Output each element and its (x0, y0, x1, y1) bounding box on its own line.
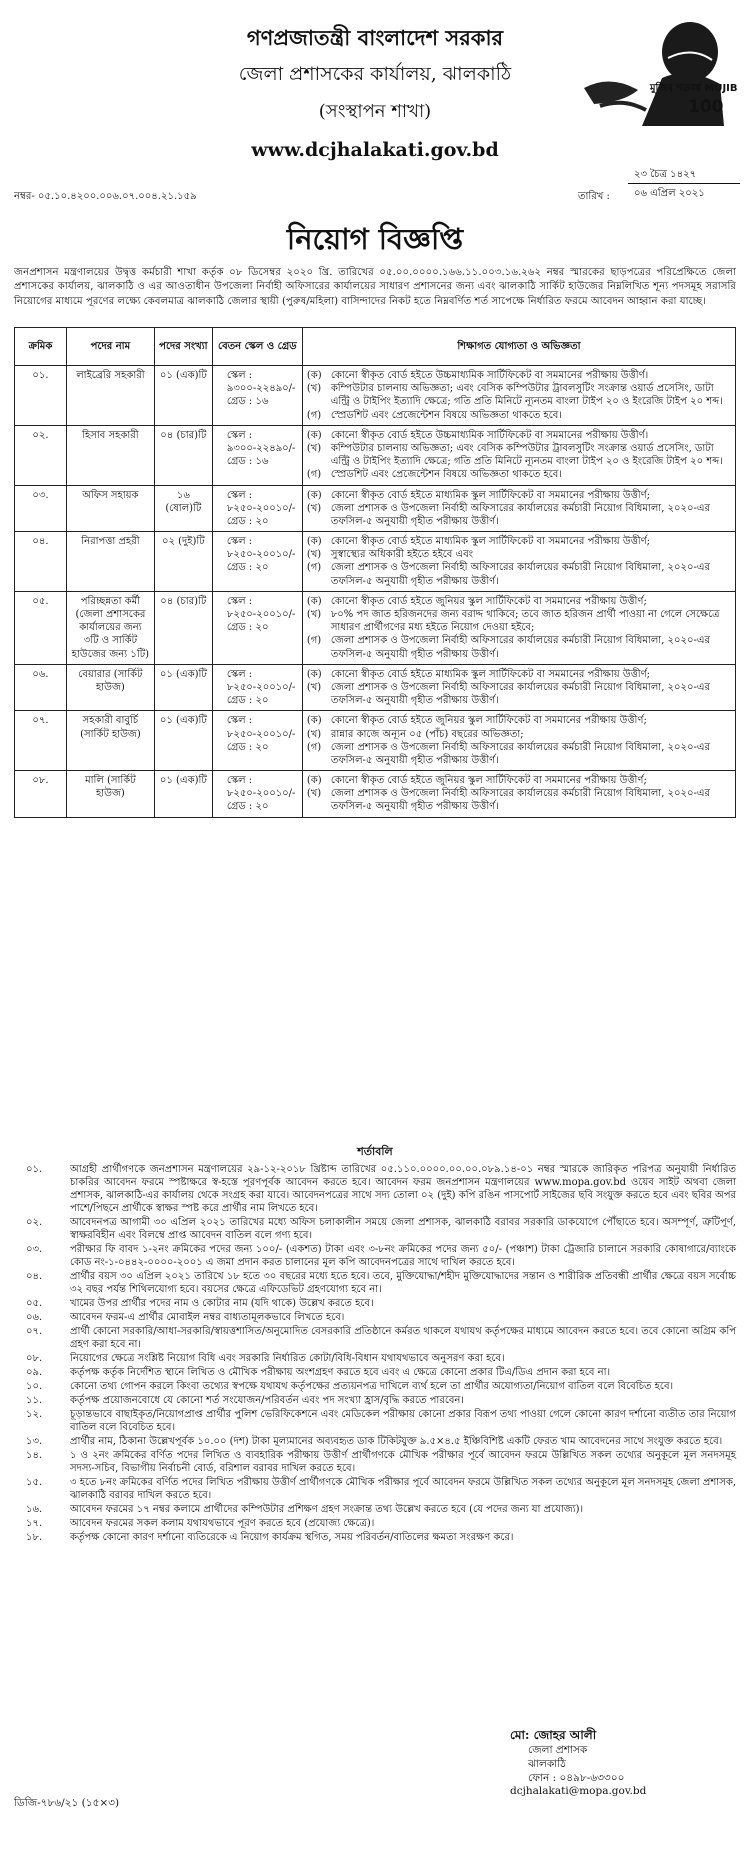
qualification-key: (খ) (306, 788, 322, 800)
condition-text: আবেদনপত্র আগামী ৩০ এপ্রিল ২০২১ তারিখের মধ্যে অফিস চলাকালীন সময়ে জেলা প্রশাসক, ঝালকাঠি বরাবর সরকারি ডাকযোগে পৌঁছাতে হবে। অসম্পূর্ণ, ত্রুটিপূর্ণ, স্বাক্ষরবিহীন এবং বিলম্বে প্রাপ্ত আবেদন বাতিল বলে গণ্য হবে। (70, 1217, 736, 1241)
row-grade: গ্রেড : ২০ (226, 695, 269, 707)
condition-item (14, 1476, 736, 1502)
condition-text: ১ ও ২নং ক্রমিকের বর্ণিত পদের লিখিত ও ব্যবহারিক পরীক্ষায় উত্তীর্ণ প্রার্থীগণকে মৌখিক পরীক্ষার পূর্বে আবেদন ফরমে উল্লিখিত সকল তথ্যের অনুকূলে মূল সনদসমূহ সদস্য-সচিব, বিভাগীয় নির্বাচনী বোর্ড, বরিশাল বরাবর দাখিল করতে হবে। (70, 1450, 736, 1474)
row-count: ১৬ (ষোল)টি (154, 485, 212, 532)
header-pay: বেতন স্কেল ও গ্রেড (212, 328, 302, 366)
row-pay-scale: স্কেল : ৮২৫০-২০০১০/- (226, 775, 296, 800)
row-pay (212, 425, 302, 485)
row-pay (212, 366, 302, 426)
row-pay-scale: স্কেল : ৮২৫০-২০০১০/- (226, 595, 296, 620)
row-pay (212, 711, 302, 771)
row-serial: ০৪. (15, 532, 67, 592)
condition-text: আগ্রহী প্রার্থীগণকে জনপ্রশাসন মন্ত্রণালয়ের ২৯-১২-২০১৮ খ্রিষ্টাব্দ তারিখের ০৫.১১০.০০০০.০০.০০.০৮৯.১৪-০১ নম্বর স্মারকে জারিকৃত পরিপত্র অনুযায়ী নির্ধারিত চাকরির আবেদন ফরমে স্পষ্টাক্ষরে স্ব-হস্তে পূরণপূর্বক আবেদন করতে হবে। আবেদন ফরম জনপ্রশাসন মন্ত্রণালয়ের www.mopa.gov.bd ওয়েব সাইট অথবা জেলা প্রশাসক, ঝালকাঠি-এর কার্যালয় থেকে সংগ্রহ করা যাবে। আবেদনপত্রের সাথে সদ্য তোলা ০২ (দুই) কপি রঙিন পাসপোর্ট সাইজের ছবি সংযুক্ত করতে হবে এবং ছবির অপর পাশে/পিছনে প্রার্থীকে স্বাক্ষর স্পষ্ট করে প্রার্থীর নাম লিখতে হবে। (70, 1164, 736, 1214)
qualification-item (307, 409, 731, 422)
qualification-key: (খ) (306, 728, 322, 740)
qualification-item (307, 535, 731, 548)
government-name: গণপ্রজাতন্ত্রী বাংলাদেশ সরকার (246, 25, 504, 50)
qualification-key: (গ) (306, 562, 322, 574)
qualification-key: (ক) (306, 595, 322, 607)
qualification-key: (খ) (306, 442, 322, 454)
qualification-key: (ক) (306, 668, 322, 680)
qualification-text: সুস্বাস্থ্যের অধিকারী হইতে হইবে এবং (330, 549, 474, 561)
qualification-text: কোনো স্বীকৃত বোর্ড হইতে উচ্চমাধ্যমিক সার্টিফিকেট বা সমমানের পরীক্ষায় উত্তীর্ণ। (330, 429, 649, 441)
row-count: ০১ (এক)টি (154, 771, 212, 818)
row-serial: ০৫. (15, 591, 67, 664)
qualification-text: কোনো স্বীকৃত বোর্ড হইতে উচ্চমাধ্যমিক সার্টিফিকেট বা সমমানের পরীক্ষায় উত্তীর্ণ। (330, 370, 649, 381)
condition-text: ৩ হতে ৮নং ক্রমিকের বর্ণিত পদের লিখিত পরীক্ষায় উত্তীর্ণ প্রার্থীগণকে মৌখিক পরীক্ষার পূর্বে আবেদন ফরমে উল্লিখিত সকল তথ্যের অনুকূলে মূল সনদসমূহ জেলা প্রশাসক, ঝালকাঠি বরাবর দাখিল করতে হবে। (70, 1477, 736, 1501)
row-qualifications (302, 532, 735, 592)
condition-item (14, 1503, 736, 1516)
row-post: হিসাব সহকারী (66, 425, 154, 485)
table-row (15, 425, 736, 485)
condition-text: প্রার্থীর বয়স ৩০ এপ্রিল ২০২১ তারিখে ১৮ হতে ৩০ বছরের মধ্যে হতে হবে। তবে, মুক্তিযোদ্ধা/শহীদ মুক্তিযোদ্ধাদের সন্তান ও শারীরিক প্রতিবন্ধী প্রার্থীর ক্ষেত্রে বয়স সর্বোচ্চ ৩২ বছর পর্যন্ত শিথিলযোগ্য হবে। বয়সের ক্ষেত্রে এফিডেভিট গ্রহণযোগ্য হবে না। (70, 1271, 736, 1295)
condition-text: আবেদন ফরম-এ প্রার্থীর মোবাইল নম্বর বাধ্যতামূলকভাবে লিখতে হবে। (70, 1312, 345, 1323)
qualification-text: কোনো স্বীকৃত বোর্ড হইতে জুনিয়র স্কুল সার্টিফিকেট বা সমমানের পরীক্ষায় উত্তীর্ণ; (330, 715, 647, 727)
row-grade: গ্রেড : ২০ (226, 515, 269, 527)
signature-block (510, 1728, 730, 1799)
signatory-email[interactable]: dcjhalakati@mopa.gov.bd (510, 1785, 647, 1798)
row-pay (212, 485, 302, 532)
condition-text: প্রার্থী কোনো সরকারি/আধা-সরকারি/স্বায়ত্তশাসিত/অনুমোদিত বেসরকারি প্রতিষ্ঠানে কর্মরত থাকলে যথাযথ কর্তৃপক্ষের মাধ্যমে আবেদন করতে হবে। তবে কোনো অগ্রিম কপি গ্রহণ করা হবে না। (70, 1326, 736, 1350)
condition-text: আবেদন ফরমের ১৭ নম্বর কলামে প্রার্থীদের কম্পিউটার প্রশিক্ষণ গ্রহণ সংক্রান্ত তথ্য উল্লেখ করতে হবে (যে পদের জন্য যা প্রযোজ্য)। (70, 1504, 584, 1515)
row-post: পরিচ্ছন্নতা কর্মী (জেলা প্রশাসকের কার্যালয়ের জন্য ৩টি ও সার্কিট হাউজের জন্য ১টি) (66, 591, 154, 664)
row-pay-scale: স্কেল : ৮২৫০-২০০১০/- (226, 536, 296, 561)
condition-number: ০৬. (26, 1312, 43, 1323)
row-count: ০২ (দুই)টি (154, 532, 212, 592)
conditions-list (14, 1163, 736, 1545)
row-grade: গ্রেড : ১৬ (226, 396, 269, 408)
row-qualifications (302, 591, 735, 664)
qualification-key: (গ) (306, 409, 322, 421)
letterhead (0, 0, 750, 180)
date-english: ০৬ এপ্রিল ২০২১ (634, 188, 705, 200)
qualification-key: (ক) (306, 715, 322, 727)
signatory-phone: ফোন : ০৪৯৮-৬৩৩০০ (528, 1771, 625, 1784)
row-serial: ০৩. (15, 485, 67, 532)
qualification-text: স্প্রেডশিট এবং প্রেজেন্টেশন বিষয়ে অভিজ্ঞতা থাকতে হবে। (330, 469, 562, 481)
table-row (15, 664, 736, 711)
condition-item (14, 1311, 736, 1324)
condition-number: ১৫. (26, 1477, 43, 1488)
condition-number: ১০. (26, 1381, 43, 1392)
condition-text: খামের উপর প্রার্থীর পদের নাম ও কোটার নাম (যদি থাকে) উল্লেখ করতে হবে। (70, 1298, 374, 1309)
qualification-key: (খ) (306, 609, 322, 620)
condition-item (14, 1163, 736, 1215)
condition-text: আবেদন ফরমের সকল কলাম যথাযথভাবে পূরণ করতে হবে (প্রযোজ্য ক্ষেত্রে)। (70, 1518, 375, 1529)
qualification-item (307, 382, 731, 408)
row-grade: গ্রেড : ২০ (226, 741, 269, 753)
qualification-text: কোনো স্বীকৃত বোর্ড হইতে মাধ্যমিক স্কুল সার্টিফিকেট বা সমমানের পরীক্ষায় উত্তীর্ণ; (330, 668, 651, 680)
print-code: ডিজি-৭৮৬/২১ (১৫×৩) (14, 1797, 120, 1809)
qualification-item (307, 787, 731, 813)
qualification-text: কোনো স্বীকৃত বোর্ড হইতে জুনিয়র স্কুল সার্টিফিকেট বা সমমানের পরীক্ষায় উত্তীর্ণ; (330, 775, 647, 787)
qualification-item (307, 468, 731, 481)
condition-text: পরীক্ষার ফি বাবদ ১-২নং ক্রমিকের পদের জন্য ১০০/- (একশত) টাকা এবং ৩-৮নং ক্রমিকের পদের জন্য ৫০/- (পঞ্চাশ) টাকা ট্রেজারি চালানে সরকারি কোষাগারে/ব্যাংকে কোড নং-১-০৪৪২-০০০০-২০০১ এ জমা প্রদান করত চালানের মূল কপি আবেদনপত্রের সাথে দাখিল করতে হবে। (70, 1244, 736, 1268)
qualification-text: ৮০% পদ জাত হরিজনদের জন্য বরাদ্দ থাকিবে; তবে জাত হরিজন প্রার্থী পাওয়া না গেলে সেক্ষেত্রে সাধারণ প্রার্থীগণের মধ্য হইতে নিয়োগ দেওয়া হইবে; (330, 609, 720, 634)
condition-number: ০৪. (26, 1271, 43, 1282)
condition-item (14, 1366, 736, 1379)
condition-item (14, 1352, 736, 1365)
qualification-text: জেলা প্রশাসক ও উপজেলা নির্বাহী অফিসারের কার্যালয়ের কর্মচারী নিয়োগ বিধিমালা, ২০২০-এর তফসিল-৫ অনুযায়ী গৃহীত পরীক্ষায় উত্তীর্ণ। (330, 741, 711, 766)
condition-text: কর্তৃপক্ষ কোনো কারণ দর্শানো ব্যতিরেকে এ নিয়োগ কার্যক্রম স্থগিত, সময় পরিবর্তন/বাতিলের ক্ষমতা সংরক্ষণ করে। (70, 1532, 514, 1543)
header-serial: ক্রমিক (15, 328, 67, 366)
qualification-text: জেলা প্রশাসক ও উপজেলা নির্বাহী অফিসারের কার্যালয়ের কর্মচারী নিয়োগ বিধিমালা, ২০২০-এর তফসিল-৫ অনুযায়ী গৃহীত পরীক্ষায় উত্তীর্ণ। (330, 788, 711, 813)
condition-item (14, 1435, 736, 1448)
signatory-designation: জেলা প্রশাসক (528, 1743, 588, 1756)
row-grade: গ্রেড : ১৬ (226, 456, 269, 468)
row-pay (212, 664, 302, 711)
qualification-item (307, 502, 731, 528)
row-qualifications (302, 425, 735, 485)
row-serial: ০৭. (15, 711, 67, 771)
condition-item (14, 1531, 736, 1544)
qualification-item (307, 548, 731, 561)
row-post: সহকারী বাবুর্চি (সার্কিট হাউজ) (66, 711, 154, 771)
qualification-text: কম্পিউটার চালনায় অভিজ্ঞতা; এবং বেসিক কম্পিউটার ট্রাবলসুটিং সংক্রান্ত ওয়ার্ড প্রসেসিং, ডাটা এন্ট্রি ও টাইপিং ইত্যাদি ক্ষেত্রে; গতি প্রতি মিনিটে ন্যূনতম বাংলা টাইপ ২০ ও ইংরেজি টাইপ ২০ শব্দ। (330, 383, 723, 408)
condition-number: ০২. (26, 1217, 43, 1228)
row-post: মালি (সার্কিট হাউজ) (66, 771, 154, 818)
row-grade: গ্রেড : ২০ (226, 562, 269, 574)
posts-table (14, 327, 736, 818)
row-qualifications (302, 711, 735, 771)
condition-number: ১৭. (26, 1518, 43, 1529)
qualification-key: (ক) (306, 775, 322, 787)
row-pay (212, 771, 302, 818)
qualification-item (307, 561, 731, 587)
row-serial: ০১. (15, 366, 67, 426)
qualification-text: কম্পিউটার চালনায় অভিজ্ঞতা; এবং বেসিক কম্পিউটার ট্রাবলসুটিং সংক্রান্ত ওয়ার্ড প্রসেসিং, ডাটা এন্ট্রি ও টাইপিং ইত্যাদি ক্ষেত্রে; গতি প্রতি মিনিটে ন্যূনতম বাংলা টাইপ ২০ ও ইংরেজি টাইপ ২০ শব্দ। (330, 442, 723, 468)
qualification-item (307, 489, 731, 502)
table-row (15, 711, 736, 771)
qualification-item (307, 369, 731, 382)
condition-number: ১১. (26, 1395, 43, 1406)
qualification-item (307, 429, 731, 442)
header-count: পদের সংখ্যা (154, 328, 212, 366)
condition-item (14, 1408, 736, 1434)
qualification-key: (ক) (306, 489, 322, 501)
row-count: ০১ (এক)টি (154, 366, 212, 426)
condition-number: ১৩. (26, 1436, 43, 1447)
condition-item (14, 1216, 736, 1242)
qualification-key: (ক) (306, 370, 322, 381)
branch-name: (সংস্থাপন শাখা) (318, 101, 432, 122)
condition-number: ০৮. (26, 1353, 43, 1364)
table-row (15, 485, 736, 532)
condition-number: ১৪. (26, 1450, 43, 1461)
row-pay-scale: স্কেল : ৮২৫০-২০০১০/- (226, 715, 296, 740)
row-count: ০১ (এক)টি (154, 664, 212, 711)
condition-item (14, 1243, 736, 1269)
condition-item (14, 1517, 736, 1530)
row-serial: ০২. (15, 425, 67, 485)
condition-item (14, 1449, 736, 1475)
row-pay (212, 591, 302, 664)
condition-item (14, 1297, 736, 1310)
row-post: অফিস সহায়ক (66, 485, 154, 532)
office-name: জেলা প্রশাসকের কার্যালয়, ঝালকাঠি (238, 63, 512, 85)
condition-number: ১৬. (26, 1504, 43, 1515)
qualification-key: (ক) (306, 429, 322, 441)
qualification-text: কোনো স্বীকৃত বোর্ড হইতে জুনিয়র স্কুল সার্টিফিকেট বা সমমানের পরীক্ষায় উত্তীর্ণ; (330, 595, 647, 607)
row-count: ০৪ (চার)টি (154, 425, 212, 485)
condition-number: ০১. (26, 1164, 43, 1175)
qualification-item (307, 774, 731, 787)
table-row (15, 771, 736, 818)
row-qualifications (302, 485, 735, 532)
qualification-item (307, 668, 731, 681)
signatory-place: ঝালকাঠি (528, 1757, 566, 1770)
header-qualification: শিক্ষাগত যোগ্যতা ও অভিজ্ঞতা (302, 328, 735, 366)
row-post: বেয়ারার (সার্কিট হাউজ) (66, 664, 154, 711)
posts-table-body (15, 366, 736, 818)
qualification-key: (খ) (306, 502, 322, 514)
row-qualifications (302, 664, 735, 711)
qualification-item (307, 714, 731, 727)
row-serial: ০৬. (15, 664, 67, 711)
date-bangla: ২৩ চৈত্র ১৪২৭ (628, 166, 740, 184)
notice-title: নিয়োগ বিজ্ঞপ্তি (286, 222, 464, 256)
qualification-key: (ক) (306, 536, 322, 548)
row-grade: গ্রেড : ২০ (226, 801, 269, 813)
row-qualifications (302, 771, 735, 818)
row-grade: গ্রেড : ২০ (226, 622, 269, 634)
condition-text: কোনো তথ্য গোপন করলে কিংবা তথ্যের স্বপক্ষে যথাযথ কর্তৃপক্ষের প্রত্যয়নপত্র দাখিলে ব্যর্থ হলে তা প্রার্থীর অযোগ্যতা/নিয়োগ বাতিল বলে বিবেচিত হবে। (70, 1381, 674, 1392)
condition-text: কর্তৃপক্ষ কর্তৃক নির্দেশিত স্থানে লিখিত ও মৌখিক পরীক্ষায় অংশগ্রহণ করতে হবে এবং এ ক্ষেত্রে কোনো প্রকার টিএ/ডিএ প্রদান করা হবে না। (70, 1367, 611, 1378)
qualification-item (307, 741, 731, 767)
row-pay-scale: স্কেল : ৯৩০০-২২৪৯০/- (226, 370, 296, 395)
table-row (15, 591, 736, 664)
qualification-text: কোনো স্বীকৃত বোর্ড হইতে মাধ্যমিক স্কুল সার্টিফিকেট বা সমমানের পরীক্ষায় উত্তীর্ণ; (330, 489, 651, 501)
qualification-item (307, 595, 731, 608)
table-row (15, 366, 736, 426)
qualification-text: জেলা প্রশাসক ও উপজেলা নির্বাহী অফিসারের কার্যালয়ের কর্মচারী নিয়োগ বিধিমালা, ২০২০-এর তফসিল-৫ অনুযায়ী গৃহীত পরীক্ষায় উত্তীর্ণ। (330, 562, 711, 587)
condition-item (14, 1380, 736, 1393)
condition-number: ০৫. (26, 1298, 43, 1309)
qualification-key: (গ) (306, 741, 322, 753)
condition-item (14, 1270, 736, 1296)
qualification-text: জেলা প্রশাসক ও উপজেলা নির্বাহী অফিসারের কার্যালয়ের কর্মচারী নিয়োগ বিধিমালা, ২০২০-এর তফসিল-৫ অনুযায়ী গৃহীত পরীক্ষায় উত্তীর্ণ। (330, 635, 711, 660)
signatory-name: মো: জোহর আলী (510, 1728, 597, 1742)
qualification-item (307, 442, 731, 468)
qualification-text: কোনো স্বীকৃত বোর্ড হইতে মাধ্যমিক স্কুল সার্টিফিকেট বা সমমানের পরীক্ষায় উত্তীর্ণ; (330, 536, 651, 548)
row-count: ০১ (এক)টি (154, 711, 212, 771)
intro-paragraph: জনপ্রশাসন মন্ত্রণালয়ের উদ্বৃত্ত কর্মচারী শাখা কর্তৃক ০৮ ডিসেম্বর ২০২০ খ্রি. তারিখের ০৫.০০.০০০০.১৬৬.১১.০০৩.১৬.২৬২ নম্বর স্মারকের ছাড়পত্রের পরিপ্রেক্ষিতে জেলা প্রশাসকের কার্যালয়, ঝালকাঠি ও এর আওতাধীন উপজেলা নির্বাহী অফিসারের কার্যালয়ের সাধারণ প্রশাসনের জন্য এবং ঝালকাঠি সার্কিট হাউজের নিম্নলিখিত শূন্য পদসমূহ সরাসরি নিয়োগের মাধ্যমে পূরণের লক্ষ্যে কেবলমাত্র ঝালকাঠি জেলার স্থায়ী (পুরুষ/মহিলা) বাসিন্দাদের নিকট হতে নিম্নবর্ণিত শর্ত সাপেক্ষে নির্ধারিত ফরমে আবেদন আহ্বান করা যাচ্ছে। (14, 267, 736, 307)
qualification-text: জেলা প্রশাসক ও উপজেলা নির্বাহী অফিসারের কার্যালয়ের কর্মচারী নিয়োগ বিধিমালা, ২০২০-এর তফসিল-৫ অনুযায়ী গৃহীত পরীক্ষায় উত্তীর্ণ। (330, 681, 711, 707)
condition-item (14, 1325, 736, 1351)
qualification-item (307, 608, 731, 634)
condition-text: নিয়োগের ক্ষেত্রে সংশ্লিষ্ট নিয়োগ বিধি এবং সরকারি নির্ধারিত কোটা/বিধি-বিধান যথাযথভাবে অনুসরণ করা হবে। (70, 1353, 505, 1364)
condition-number: ০৭. (26, 1326, 43, 1337)
header-post: পদের নাম (66, 328, 154, 366)
date-box (628, 166, 740, 203)
row-qualifications (302, 366, 735, 426)
memo-number: নম্বর- ০৫.১০.৪২০০.০০৬.০৭.০০৪.২১.১৫৯ (14, 191, 197, 202)
qualification-key: (গ) (306, 469, 322, 481)
condition-text: প্রার্থীর নাম, ঠিকানা উল্লেখপূর্বক ১০.০০ (দশ) টাকা মূল্যমানের অব্যবহৃত ডাক টিকিটযুক্ত ৯.৫×৪.৫ ইঞ্চিবিশিষ্ট একটি ফেরত খাম আবেদনের সাথে সংযুক্ত করতে হবে। (70, 1436, 723, 1447)
row-post: লাইব্রেরি সহকারী (66, 366, 154, 426)
qualification-key: (খ) (306, 549, 322, 561)
qualification-key: (খ) (306, 681, 322, 693)
qualification-key: (গ) (306, 635, 322, 647)
qualification-text: রান্নার কাজে অন্যূন ০৫ (পাঁচ) বছরের অভিজ্ঞতা; (330, 728, 524, 740)
qualification-item (307, 634, 731, 660)
row-pay (212, 532, 302, 592)
logo-number: 100 (688, 97, 724, 117)
condition-number: ১৮. (26, 1532, 43, 1543)
table-row (15, 532, 736, 592)
condition-text: চূড়ান্তভাবে বাছাইকৃত/নিয়োগপ্রাপ্ত প্রার্থীর পুলিশ ভেরিফিকেশনে এবং মেডিকেল পরীক্ষায় কোনো প্রকার বিরূপ তথ্য পাওয়া গেলে কোনো কারণ দর্শানো ব্যতীত তার নিয়োগ বাতিল বলে বিবেচিত হবে। (70, 1409, 736, 1433)
row-pay-scale: স্কেল : ৮২৫০-২০০১০/- (226, 489, 296, 514)
conditions-title: শর্তাবলি (357, 1145, 393, 1158)
condition-text: কর্তৃপক্ষ প্রয়োজনবোধে যে কোনো শর্ত সংযোজন/পরিবর্তন এবং পদ সংখ্যা হ্রাস/বৃদ্ধি করতে পারবেন। (70, 1395, 464, 1406)
row-count: ০৪ (চার)টি (154, 591, 212, 664)
website-link[interactable]: www.dcjhalakati.gov.bd (251, 139, 499, 161)
row-pay-scale: স্কেল : ৮২৫০-২০০১০/- (226, 668, 296, 693)
logo-caption: মুজিব শতবর্ষ MUJIB (650, 83, 738, 94)
condition-number: ১২. (26, 1409, 43, 1420)
condition-number: ০৯. (26, 1367, 43, 1378)
date-label: তারিখ : (578, 191, 610, 202)
row-post: নিরাপত্তা প্রহরী (66, 532, 154, 592)
condition-number: ০৩. (26, 1244, 43, 1255)
qualification-text: স্প্রেডশিট এবং প্রেজেন্টেশন বিষয়ে অভিজ্ঞতা থাকতে হবে। (330, 409, 562, 421)
qualification-item (307, 681, 731, 707)
qualification-text: জেলা প্রশাসক ও উপজেলা নির্বাহী অফিসারের কার্যালয়ের কর্মচারী নিয়োগ বিধিমালা, ২০২০-এর তফসিল-৫ অনুযায়ী গৃহীত পরীক্ষায় উত্তীর্ণ। (330, 502, 711, 527)
condition-item (14, 1394, 736, 1407)
table-header-row (15, 328, 736, 366)
row-pay-scale: স্কেল : ৯৩০০-২২৪৯০/- (226, 429, 296, 454)
row-serial: ০৮. (15, 771, 67, 818)
qualification-key: (খ) (306, 383, 322, 395)
qualification-item (307, 728, 731, 741)
